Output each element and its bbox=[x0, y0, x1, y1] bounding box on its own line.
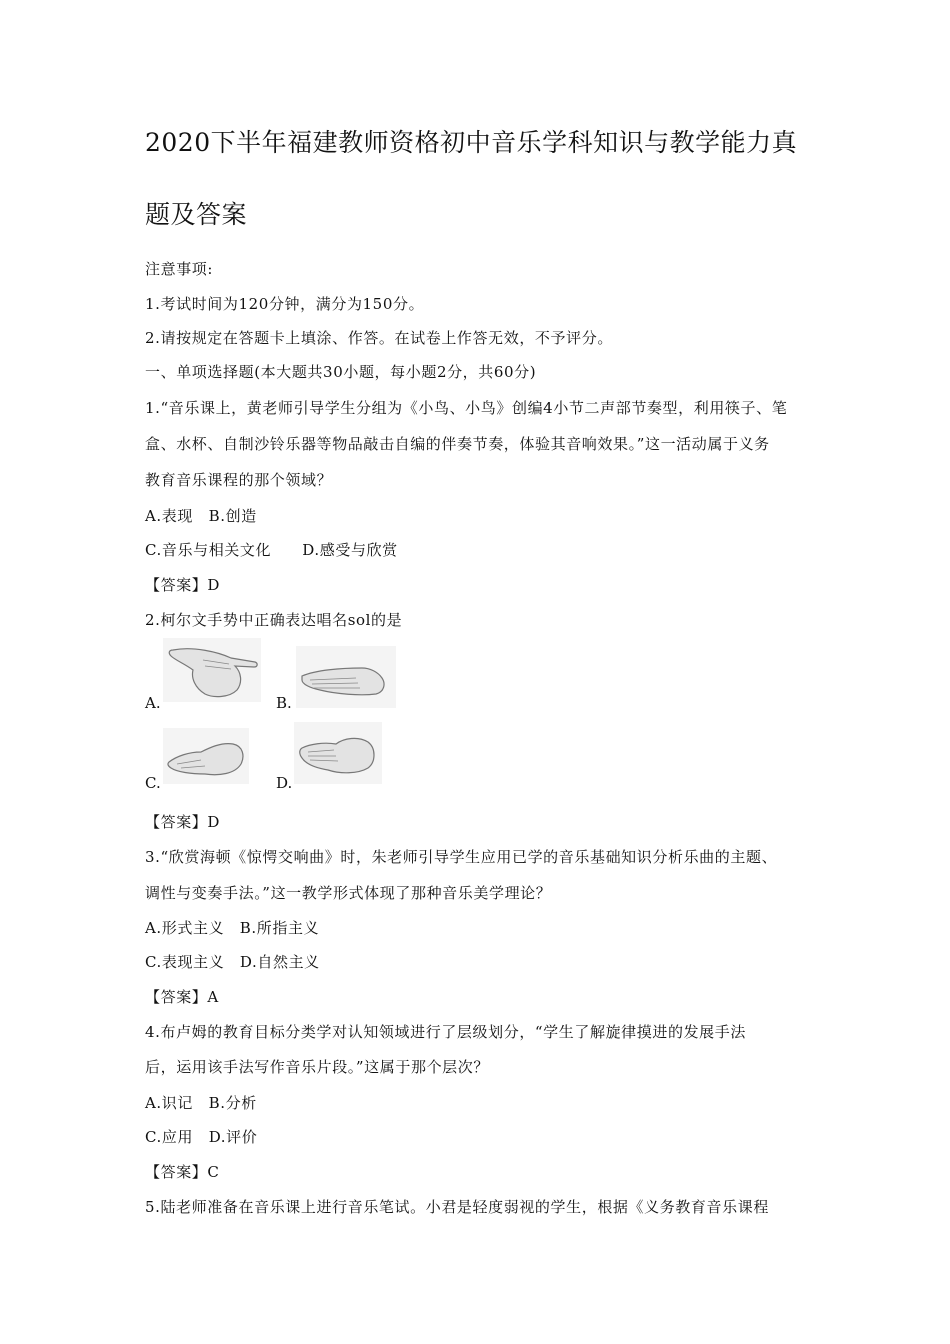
q3-stem-line-2: 调性与变奏手法。”这一教学形式体现了那种音乐美学理论？ bbox=[145, 884, 552, 902]
q1-stem-line-2: 盒、水杯、自制沙铃乐器等物品敲击自编的伴奏节奏，体验其音响效果。”这一活动属于义务 bbox=[145, 435, 770, 453]
hand-sign-d-image bbox=[294, 722, 382, 784]
q3-answer: 【答案】A bbox=[145, 988, 219, 1006]
q4-options-row-1: A.识记 B.分析 bbox=[145, 1094, 257, 1112]
hand-sign-a-image bbox=[163, 638, 261, 702]
hand-sign-c-image bbox=[163, 728, 249, 784]
q4-options-row-2: C.应用 D.评价 bbox=[145, 1128, 258, 1146]
q4-answer: 【答案】C bbox=[145, 1163, 220, 1181]
q4-stem-line-1: 4.布卢姆的教育目标分类学对认知领域进行了层级划分，“学生了解旋律摸进的发展手法 bbox=[145, 1023, 746, 1041]
q2-option-a-label: A. bbox=[145, 694, 161, 712]
section-heading: 一、单项选择题(本大题共30小题，每小题2分，共60分) bbox=[145, 363, 537, 381]
hand-sign-b-image bbox=[296, 646, 396, 708]
document-title-line-1: 2020下半年福建教师资格初中音乐学科知识与教学能力真 bbox=[145, 128, 798, 157]
q1-stem-line-3: 教育音乐课程的那个领域？ bbox=[145, 471, 333, 489]
q1-stem-line-1: 1.“音乐课上，黄老师引导学生分组为《小鸟、小鸟》创编4小节二声部节奏型，利用筷子、笔 bbox=[145, 399, 788, 417]
q1-answer: 【答案】D bbox=[145, 576, 221, 594]
q2-option-b-label: B. bbox=[276, 694, 292, 712]
notice-heading: 注意事项: bbox=[145, 260, 214, 278]
q2-option-d-label: D. bbox=[276, 774, 293, 792]
q2-stem: 2.柯尔文手势中正确表达唱名sol的是 bbox=[145, 611, 403, 629]
document-title-line-2: 题及答案 bbox=[145, 200, 248, 229]
q3-stem-line-1: 3.“欣赏海顿《惊愕交响曲》时，朱老师引导学生应用已学的音乐基础知识分析乐曲的主题、 bbox=[145, 848, 778, 866]
q4-stem-line-2: 后，运用该手法写作音乐片段。”这属于那个层次？ bbox=[145, 1058, 489, 1076]
notice-item-1: 1.考试时间为120分钟，满分为150分。 bbox=[145, 295, 425, 313]
q5-stem-line-1: 5.陆老师准备在音乐课上进行音乐笔试。小君是轻度弱视的学生，根据《义务教育音乐课程 bbox=[145, 1198, 769, 1216]
q2-option-c-label: C. bbox=[145, 774, 161, 792]
q1-options-row-1: A.表现 B.创造 bbox=[145, 507, 257, 525]
notice-item-2: 2.请按规定在答题卡上填涂、作答。在试卷上作答无效，不予评分。 bbox=[145, 329, 613, 347]
q3-options-row-2: C.表现主义 D.自然主义 bbox=[145, 953, 320, 971]
q1-options-row-2: C.音乐与相关文化 D.感受与欣赏 bbox=[145, 541, 398, 559]
q3-options-row-1: A.形式主义 B.所指主义 bbox=[145, 919, 320, 937]
q2-answer: 【答案】D bbox=[145, 813, 221, 831]
